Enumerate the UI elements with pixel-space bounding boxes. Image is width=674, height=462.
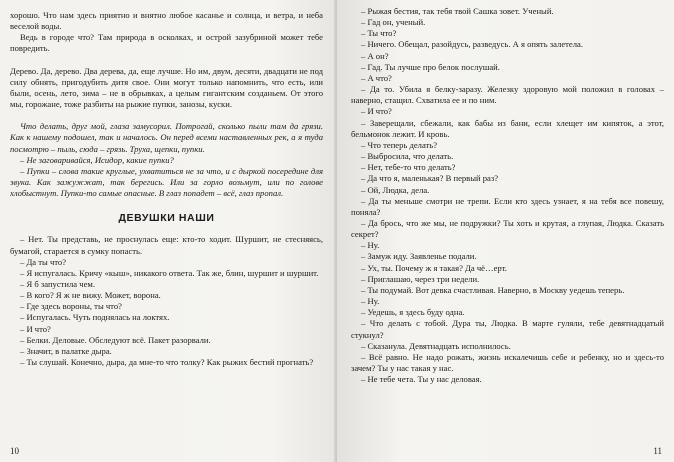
dialogue-line: – Не тебе чета. Ты у нас деловая. xyxy=(361,374,482,385)
dialogue-line: – Гад. Ты лучше про белок послушай. xyxy=(361,61,500,72)
dialogue-line: – Заверещали, сбежали, как бабы из бани, если хлещет им кипяток, а этот, бельмонок лежит. И кровь. xyxy=(351,117,664,139)
dialogue-line: – Ты слушай. Конечно, дыра, да мне-то что толку? Как рыжих бестий прогнать? xyxy=(20,357,314,368)
spacer xyxy=(10,110,323,121)
dialogue-line: – Сказанула. Девятнадцать исполнилось. xyxy=(361,340,511,351)
dialogue-line: – Гад он, ученый. xyxy=(361,17,426,28)
page-number: 10 xyxy=(10,446,19,456)
right-page xyxy=(337,0,674,462)
section-heading: ДЕВУШКИ НАШИ xyxy=(118,212,215,225)
italic-paragraph: Что делать, друг мой, глаза замусорил. Потрогай, сколько пыли там да грязи. Как к нашему подошел, так и началось. Он перед всеми наставленных рек, а я туда посмотрю – пыль, сюда – грязь. Труха, щепки, пупки. xyxy=(10,121,323,154)
dialogue-line: – Что делать с тобой. Дура ты, Людка. В марте гуляли, тебе девятнадцатый стукнул? xyxy=(351,318,664,340)
paragraph: Ведь в городе что? Там природа в осколках, и острой зазубриной может тебе повредить. xyxy=(10,32,323,54)
spacer xyxy=(10,55,323,66)
dialogue-line: – Рыжая бестия, так тебя твой Сашка зовет. Ученый. xyxy=(361,6,554,16)
italic-paragraph: – Не заговаривайся, Исидор, какие пупки? xyxy=(20,154,174,165)
dialogue-line: – Всё равно. Не надо рожать, жизнь искалечишь себе и ребенку, но и здесь-то зачем? Ты у нас такая у нас. xyxy=(351,351,664,373)
dialogue-line: – Ой, Людка, дела. xyxy=(361,184,430,195)
dialogue-line: – Нет, тебе-то что делать? xyxy=(361,162,456,173)
dialogue-line: – А он? xyxy=(361,50,389,61)
dialogue-line: – Выбросила, что делать. xyxy=(361,151,454,162)
dialogue-line: – Да брось, что же мы, не подружки? Ты хоть и крутая, а глупая, Людка. Сказать секрет? xyxy=(351,217,664,240)
dialogue-line: – Уедешь, я здесь буду одна. xyxy=(361,307,465,318)
paragraph: хорошо. Что нам здесь приятно и внятно любое касанье и солнца, и ветра, и неба веселой воды. xyxy=(10,10,323,32)
dialogue-line: – Ну. xyxy=(361,240,380,251)
dialogue-line: – Я б запустила чем. xyxy=(20,278,95,289)
dialogue-line: – Где здесь вороны, ты что? xyxy=(20,301,122,312)
dialogue-line: – Да ты что? xyxy=(20,256,67,267)
page-number: 11 xyxy=(653,446,662,456)
dialogue-line: – Нет. Ты представь, не проснулась еще: кто-то ходит. Шуршит, не стесняясь, бумагой, старается в сумку попасть. xyxy=(10,234,323,256)
dialogue-line: – Да то. Убила я белку-заразу. Железку здоровую мой положил в головах – наверно, стащил. Схватила ее и по ним. xyxy=(351,84,664,106)
dialogue-line: – Испугалась. Чуть поднялась на локтях. xyxy=(20,312,170,323)
dialogue-line: – Да что я, маленькая? В первый раз? xyxy=(361,173,499,184)
dialogue-line: – Что теперь делать? xyxy=(361,139,438,150)
dialogue-line: – Ты что? xyxy=(361,28,397,39)
dialogue-line: – Ну. xyxy=(361,296,380,307)
dialogue-line: – Ты подумай. Вот девка счастливая. Наверно, в Москву уедешь теперь. xyxy=(361,284,625,295)
dialogue-line: – А что? xyxy=(361,72,392,83)
italic-paragraph: – Пупки – слова такие круглые, ухватиться не за что, и с дыркой посередине для звука. Как зажужжат, так берегись. Или за горло возьмут, или по голове хлобыстнут. Пупки-то самые опасные. В глаз попадет – всё, глаз пропал. xyxy=(10,165,323,199)
dialogue-line: – Белки. Деловые. Обследуют всё. Пакет разорвали. xyxy=(20,334,211,345)
dialogue-line: – В кого? Я ж не вижу. Может, ворона. xyxy=(20,290,161,301)
paragraph: Дерево. Да, дерево. Два дерева, да, еще лучше. Но им, двум, десяти, двадцати не под силу обнять, пригодубить дитя свое. Они могут только напомнить, что есть, или были, осень, лето, зима – не в обрывках, а целым гигантским созданьем. От этого мы, горожане, тоже разбиты на рыжие пупки, занозы, куски. xyxy=(10,65,323,110)
dialogue-line: – Да ты меньше смотри не трепи. Если кто здесь узнает, я на тебя все повешу, поняла? xyxy=(351,195,664,217)
dialogue-line: – Ух, ты. Почему ж я такая? Да чё…ерт. xyxy=(361,262,507,273)
dialogue-line: – И что? xyxy=(20,323,51,334)
dialogue-line: – Приглашаю, через три недели. xyxy=(361,273,480,284)
dialogue-line: – Я испугалась. Кричу «кыш», никакого ответа. Так же, блин, шуршит и шуршит. xyxy=(20,267,319,278)
dialogue-line: – Замуж иду. Заявленье подали. xyxy=(361,251,477,262)
dialogue-line: – Значит, в палатке дыра. xyxy=(20,345,112,356)
dialogue-line: – Ничего. Обещал, разойдусь, разведусь. А я опять залетела. xyxy=(361,39,583,50)
dialogue-line: – И что? xyxy=(361,106,392,117)
